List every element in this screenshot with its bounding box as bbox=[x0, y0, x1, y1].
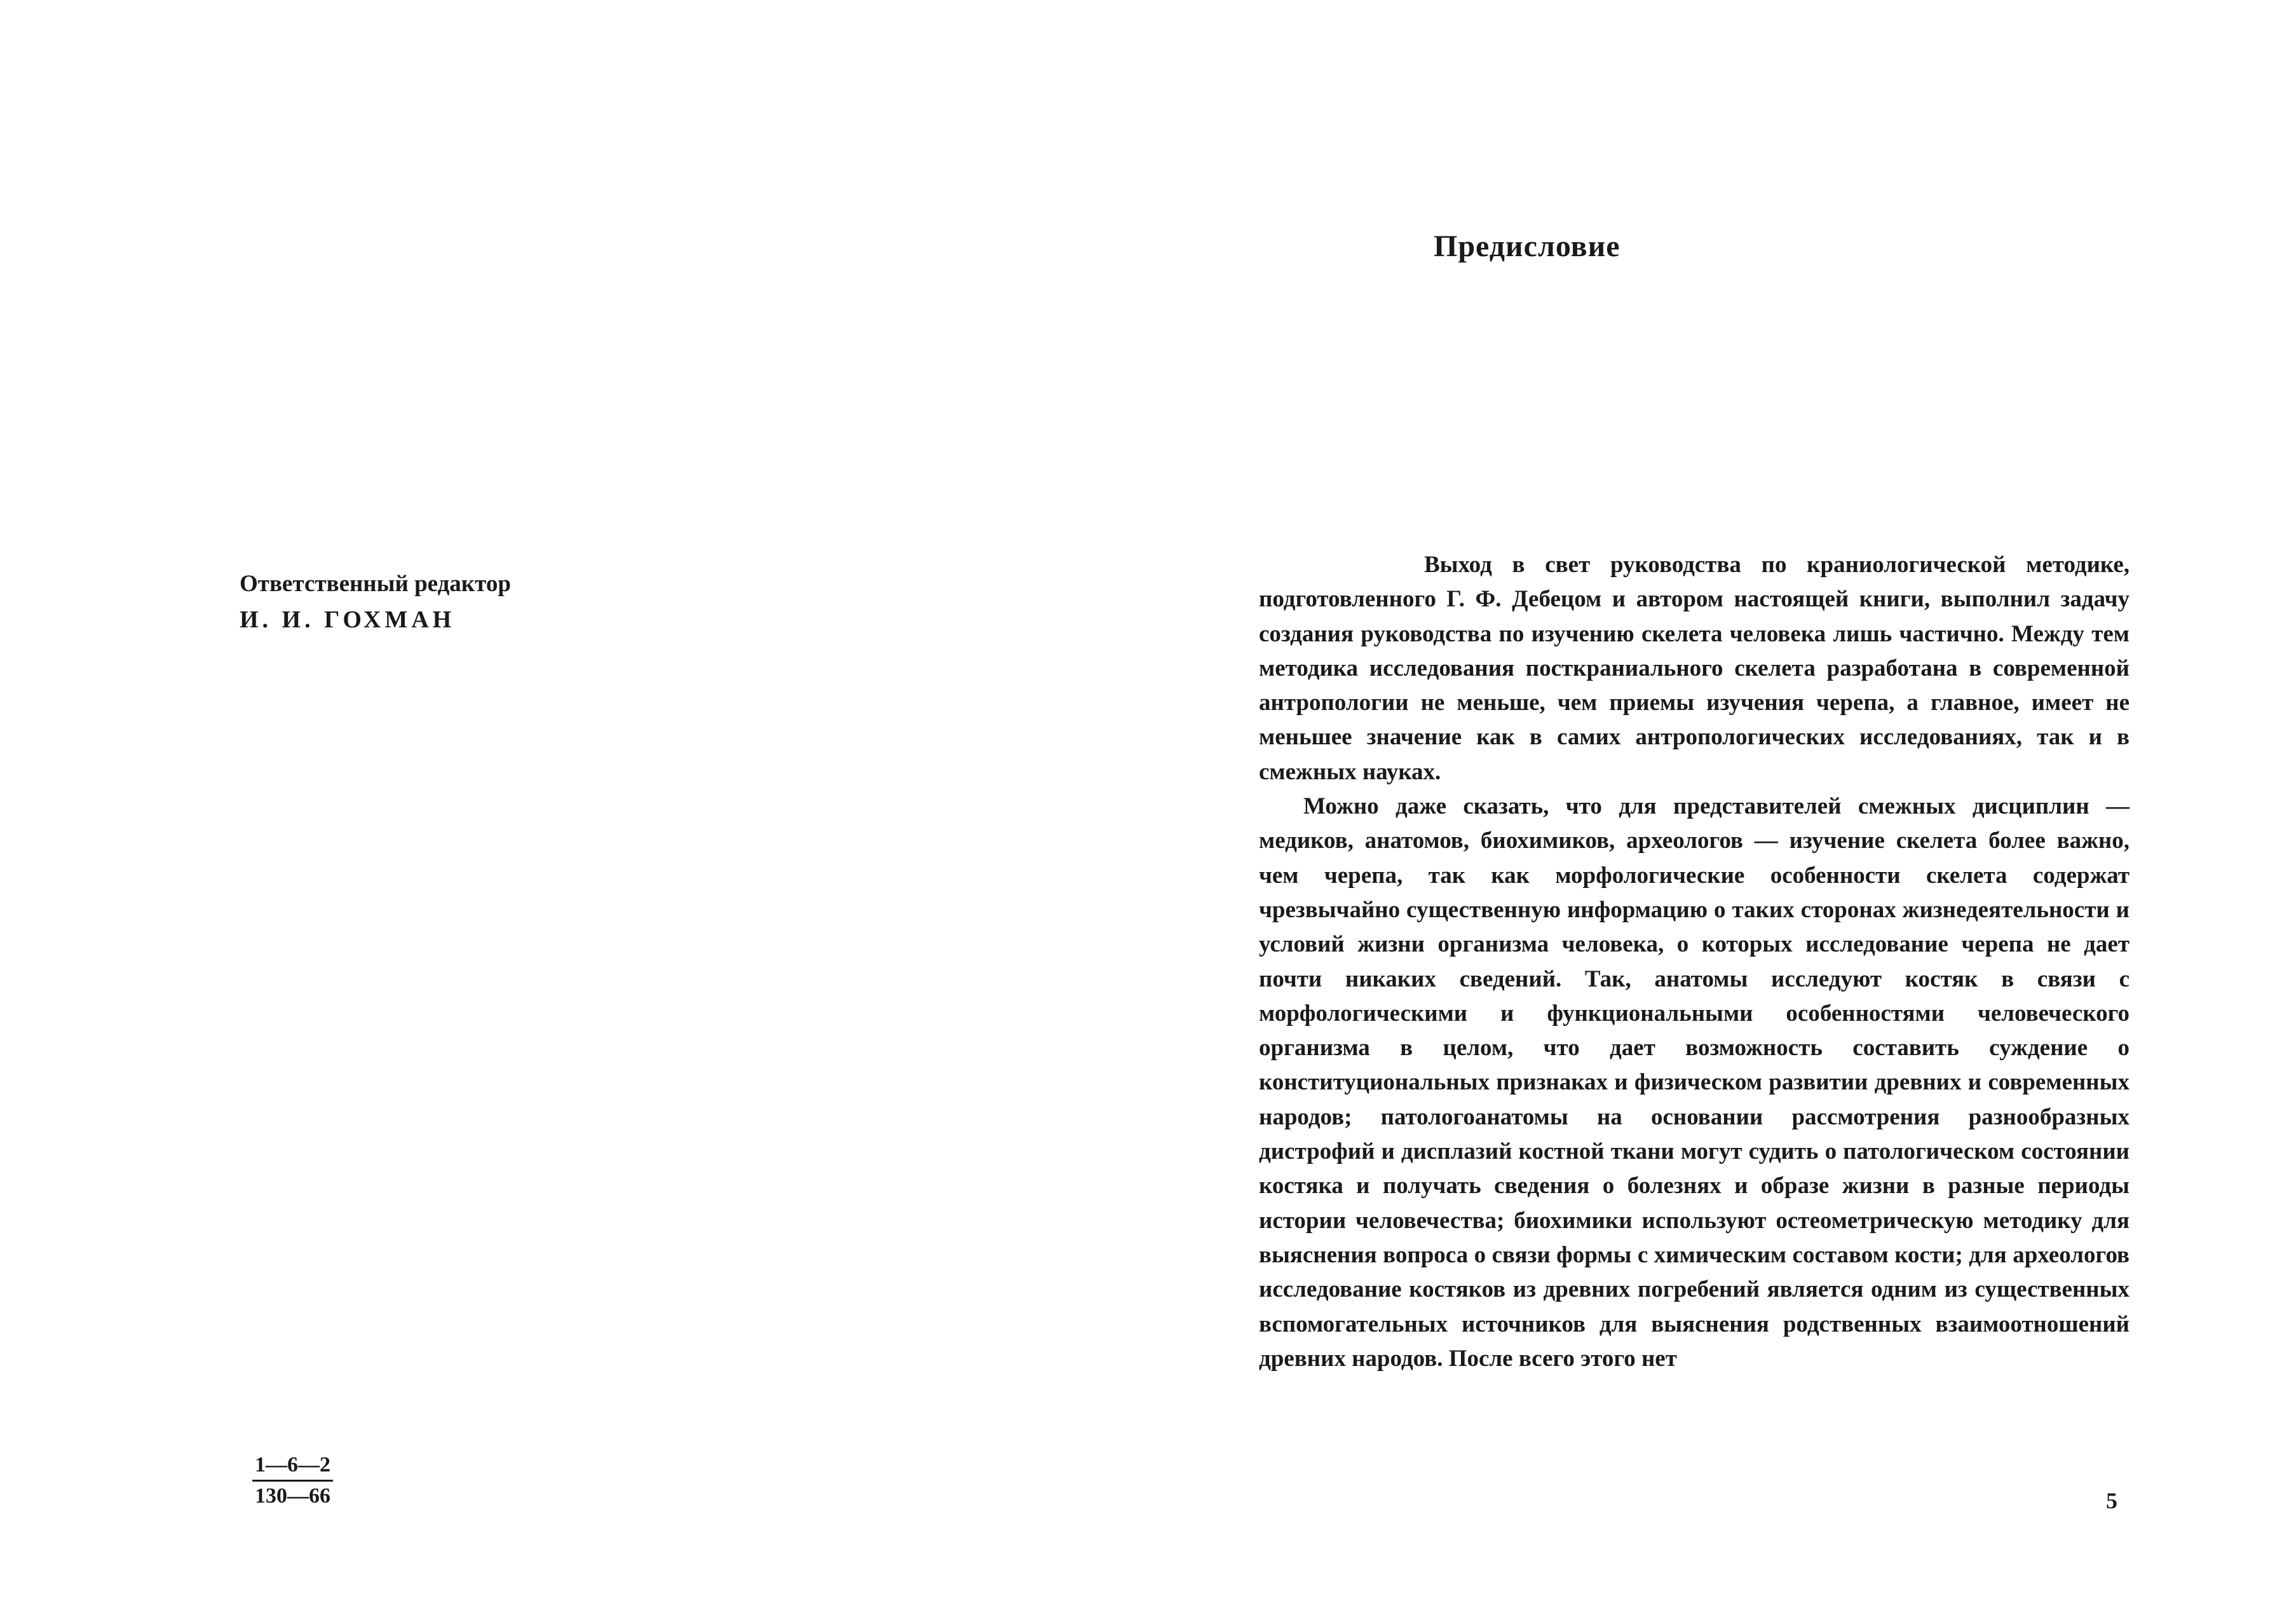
index-code-bottom: 130—66 bbox=[255, 1484, 330, 1508]
index-code-top: 1—6—2 bbox=[252, 1450, 333, 1482]
editor-name: И. И. ГОХМАН bbox=[240, 606, 456, 633]
page-title: Предисловие bbox=[1434, 229, 1620, 263]
paragraph: Выход в свет руководства по краниологической методике, подготовленного Г. Ф. Дебецом и автором настоящей книги, выполнил задачу создания руководства по изучению скелета человека лишь частично. Между тем методика исследования посткраниального скелета разработана в современной антропологии не меньше, чем приемы изучения черепа, а главное, имеет не меньшее значение как в самих антропологических исследованиях, так и в смежных науках. bbox=[1259, 552, 2130, 785]
body-text bbox=[1259, 548, 2130, 1376]
index-code bbox=[252, 1450, 333, 1511]
paragraph: Можно даже сказать, что для представителей смежных дисциплин — медиков, анатомов, биохимиков, археологов — изучение скелета более важно, чем черепа, так как морфологические особенности скелета содержат чрезвычайно существенную информацию о таких сторонах жизнедеятельности и условий жизни организма человека, о которых исследование черепа не дает почти никаких сведений. Так, анатомы исследуют костяк в связи с морфологическими и функциональными особенностями человеческого организма в целом, что дает возможность составить суждение о конституциональных признаках и физическом развитии древних и современных народов; патологоанатомы на основании рассмотрения разнообразных дистрофий и дисплазий костной ткани могут судить о патологическом состоянии костяка и получать сведения о болезнях и образе жизни в разные периоды истории человечества; биохимики используют остеометрическую методику для выяснения вопроса о связи формы с химическим составом кости; для археологов исследование костяков из древних погребений является одним из существенных вспомогательных источников для выяснения родственных взаимоотношений древних народов. После всего этого нет bbox=[1259, 793, 2130, 1372]
editor-label: Ответственный редактор bbox=[240, 571, 511, 597]
right-page bbox=[1148, 0, 2296, 1624]
page-number: 5 bbox=[2106, 1488, 2117, 1513]
